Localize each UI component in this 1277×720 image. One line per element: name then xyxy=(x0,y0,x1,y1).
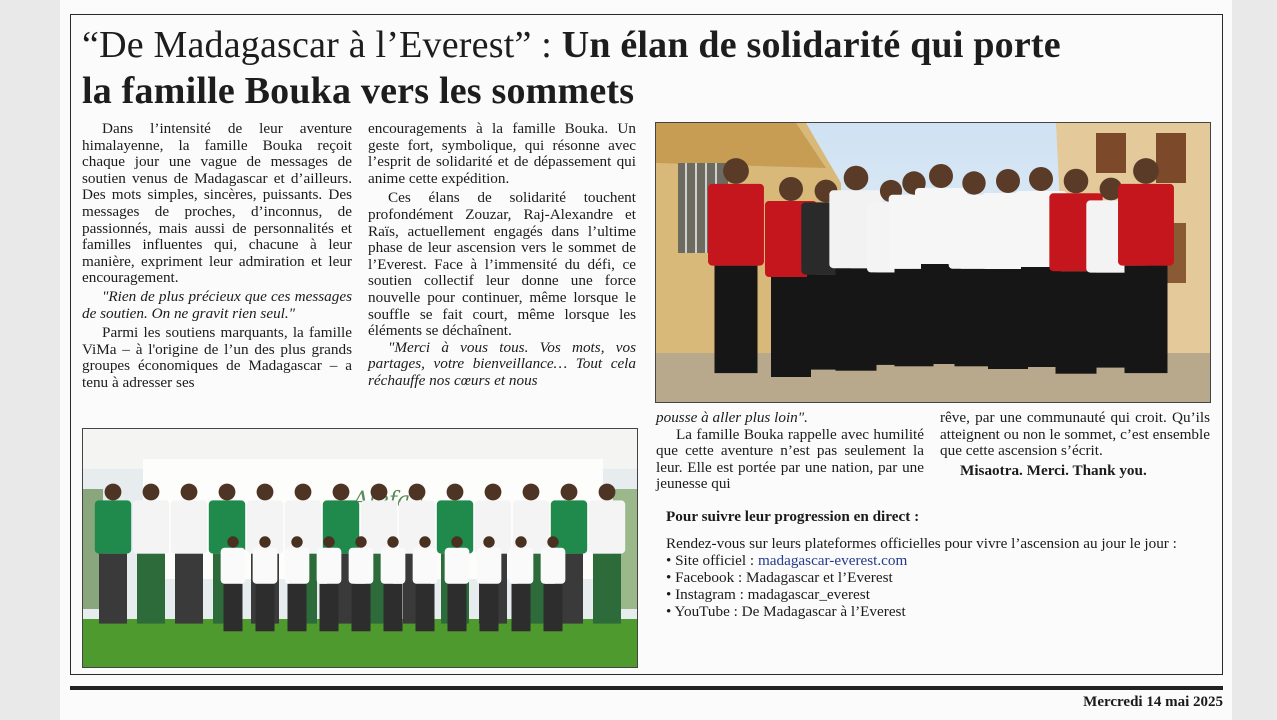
col1-paragraph-2: Parmi les soutiens marquants, la famille ViMa – à l'origine de l’un des plus grands groupes économiques de Madagascar – a tenu à adresser ses xyxy=(82,324,352,391)
person-figure xyxy=(95,484,131,624)
person-figure xyxy=(589,484,625,624)
person-figure xyxy=(133,484,169,624)
thanks-line: Misaotra. Merci. Thank you. xyxy=(960,461,1147,479)
headline-bold-1: Un élan de solidarité qui porte xyxy=(561,24,1061,66)
follow-instagram: • Instagram : madagascar_everest xyxy=(666,586,870,603)
follow-heading: Pour suivre leur progression en direct : xyxy=(666,508,920,525)
article-headline xyxy=(82,22,1212,114)
person-figure xyxy=(1118,158,1174,373)
column-3 xyxy=(656,410,924,493)
person-figure xyxy=(708,158,764,373)
supporters-photo xyxy=(82,428,638,668)
headline-bold-2: la famille Bouka vers les sommets xyxy=(82,70,635,112)
col2-paragraph-1: encouragements à la famille Bouka. Un geste fort, symbolique, qui résonne avec l’esprit de solidarité et de dépassement qui anime cette expédition. xyxy=(368,120,636,187)
headline-quote: “De Madagascar à l’Everest” : xyxy=(82,24,562,66)
col2-paragraph-2: Ces élans de solidarité touchent profondément Zouzar, Raj-Alexandre et Raïs, actuellement engagés dans l’ultime phase de leur ascension vers le sommet de l’Everest. Face à l’immensité du défi, ce soutien collectif leur donne une force nouvelle pour continuer, même lorsque le souffle se fait court, même lorsque les éléments se déchaînent. xyxy=(368,189,636,340)
col2-quote: "Merci à vous tous. Vos mots, vos partages, votre bienveillance… Tout cela réchauffe nos cœurs et nous xyxy=(368,338,636,389)
follow-site xyxy=(666,552,1214,569)
footer-rule xyxy=(70,686,1223,690)
column-1 xyxy=(82,121,352,392)
issue-date: Mercredi 14 mai 2025 xyxy=(1083,694,1223,710)
col3-paragraph: La famille Bouka rappelle avec humilité que cette aventure n’est pas seulement la leur. Elle est portée par une nation, par une jeunesse qui xyxy=(656,425,924,493)
follow-youtube: • YouTube : De Madagascar à l’Everest xyxy=(666,603,906,620)
col3-quote-end: pousse à aller plus loin". xyxy=(656,409,808,426)
site-link[interactable]: madagascar-everest.com xyxy=(757,552,908,569)
col1-paragraph-1: Dans l’intensité de leur aventure himalayenne, la famille Bouka reçoit chaque jour une vague de messages de soutien venus de Madagascar et d’ailleurs. Des mots simples, sincères, puissants. Des messages de proches, d’inconnus, de passionnés, mais aussi de personnalités et familles influentes qui, chacune à leur manière, expriment leur admiration et leur encouragement. xyxy=(82,120,352,287)
site-label: • Site officiel : xyxy=(666,552,758,569)
follow-intro: Rendez-vous sur leurs plateformes officielles pour vivre l’ascension au jour le jour : xyxy=(666,535,1177,552)
follow-box xyxy=(666,508,1214,620)
team-photo xyxy=(655,122,1211,403)
person-figure xyxy=(171,484,207,624)
follow-facebook: • Facebook : Madagascar et l’Everest xyxy=(666,569,893,586)
col4-paragraph: rêve, par une communauté qui croit. Qu’ils atteignent ou non le sommet, c’est ensemble que cette ascension s’écrit. xyxy=(940,409,1210,460)
column-2 xyxy=(368,121,636,390)
column-4 xyxy=(940,410,1210,479)
col1-quote: "Rien de plus précieux que ces messages de soutien. On ne gravit rien seul." xyxy=(82,287,352,322)
